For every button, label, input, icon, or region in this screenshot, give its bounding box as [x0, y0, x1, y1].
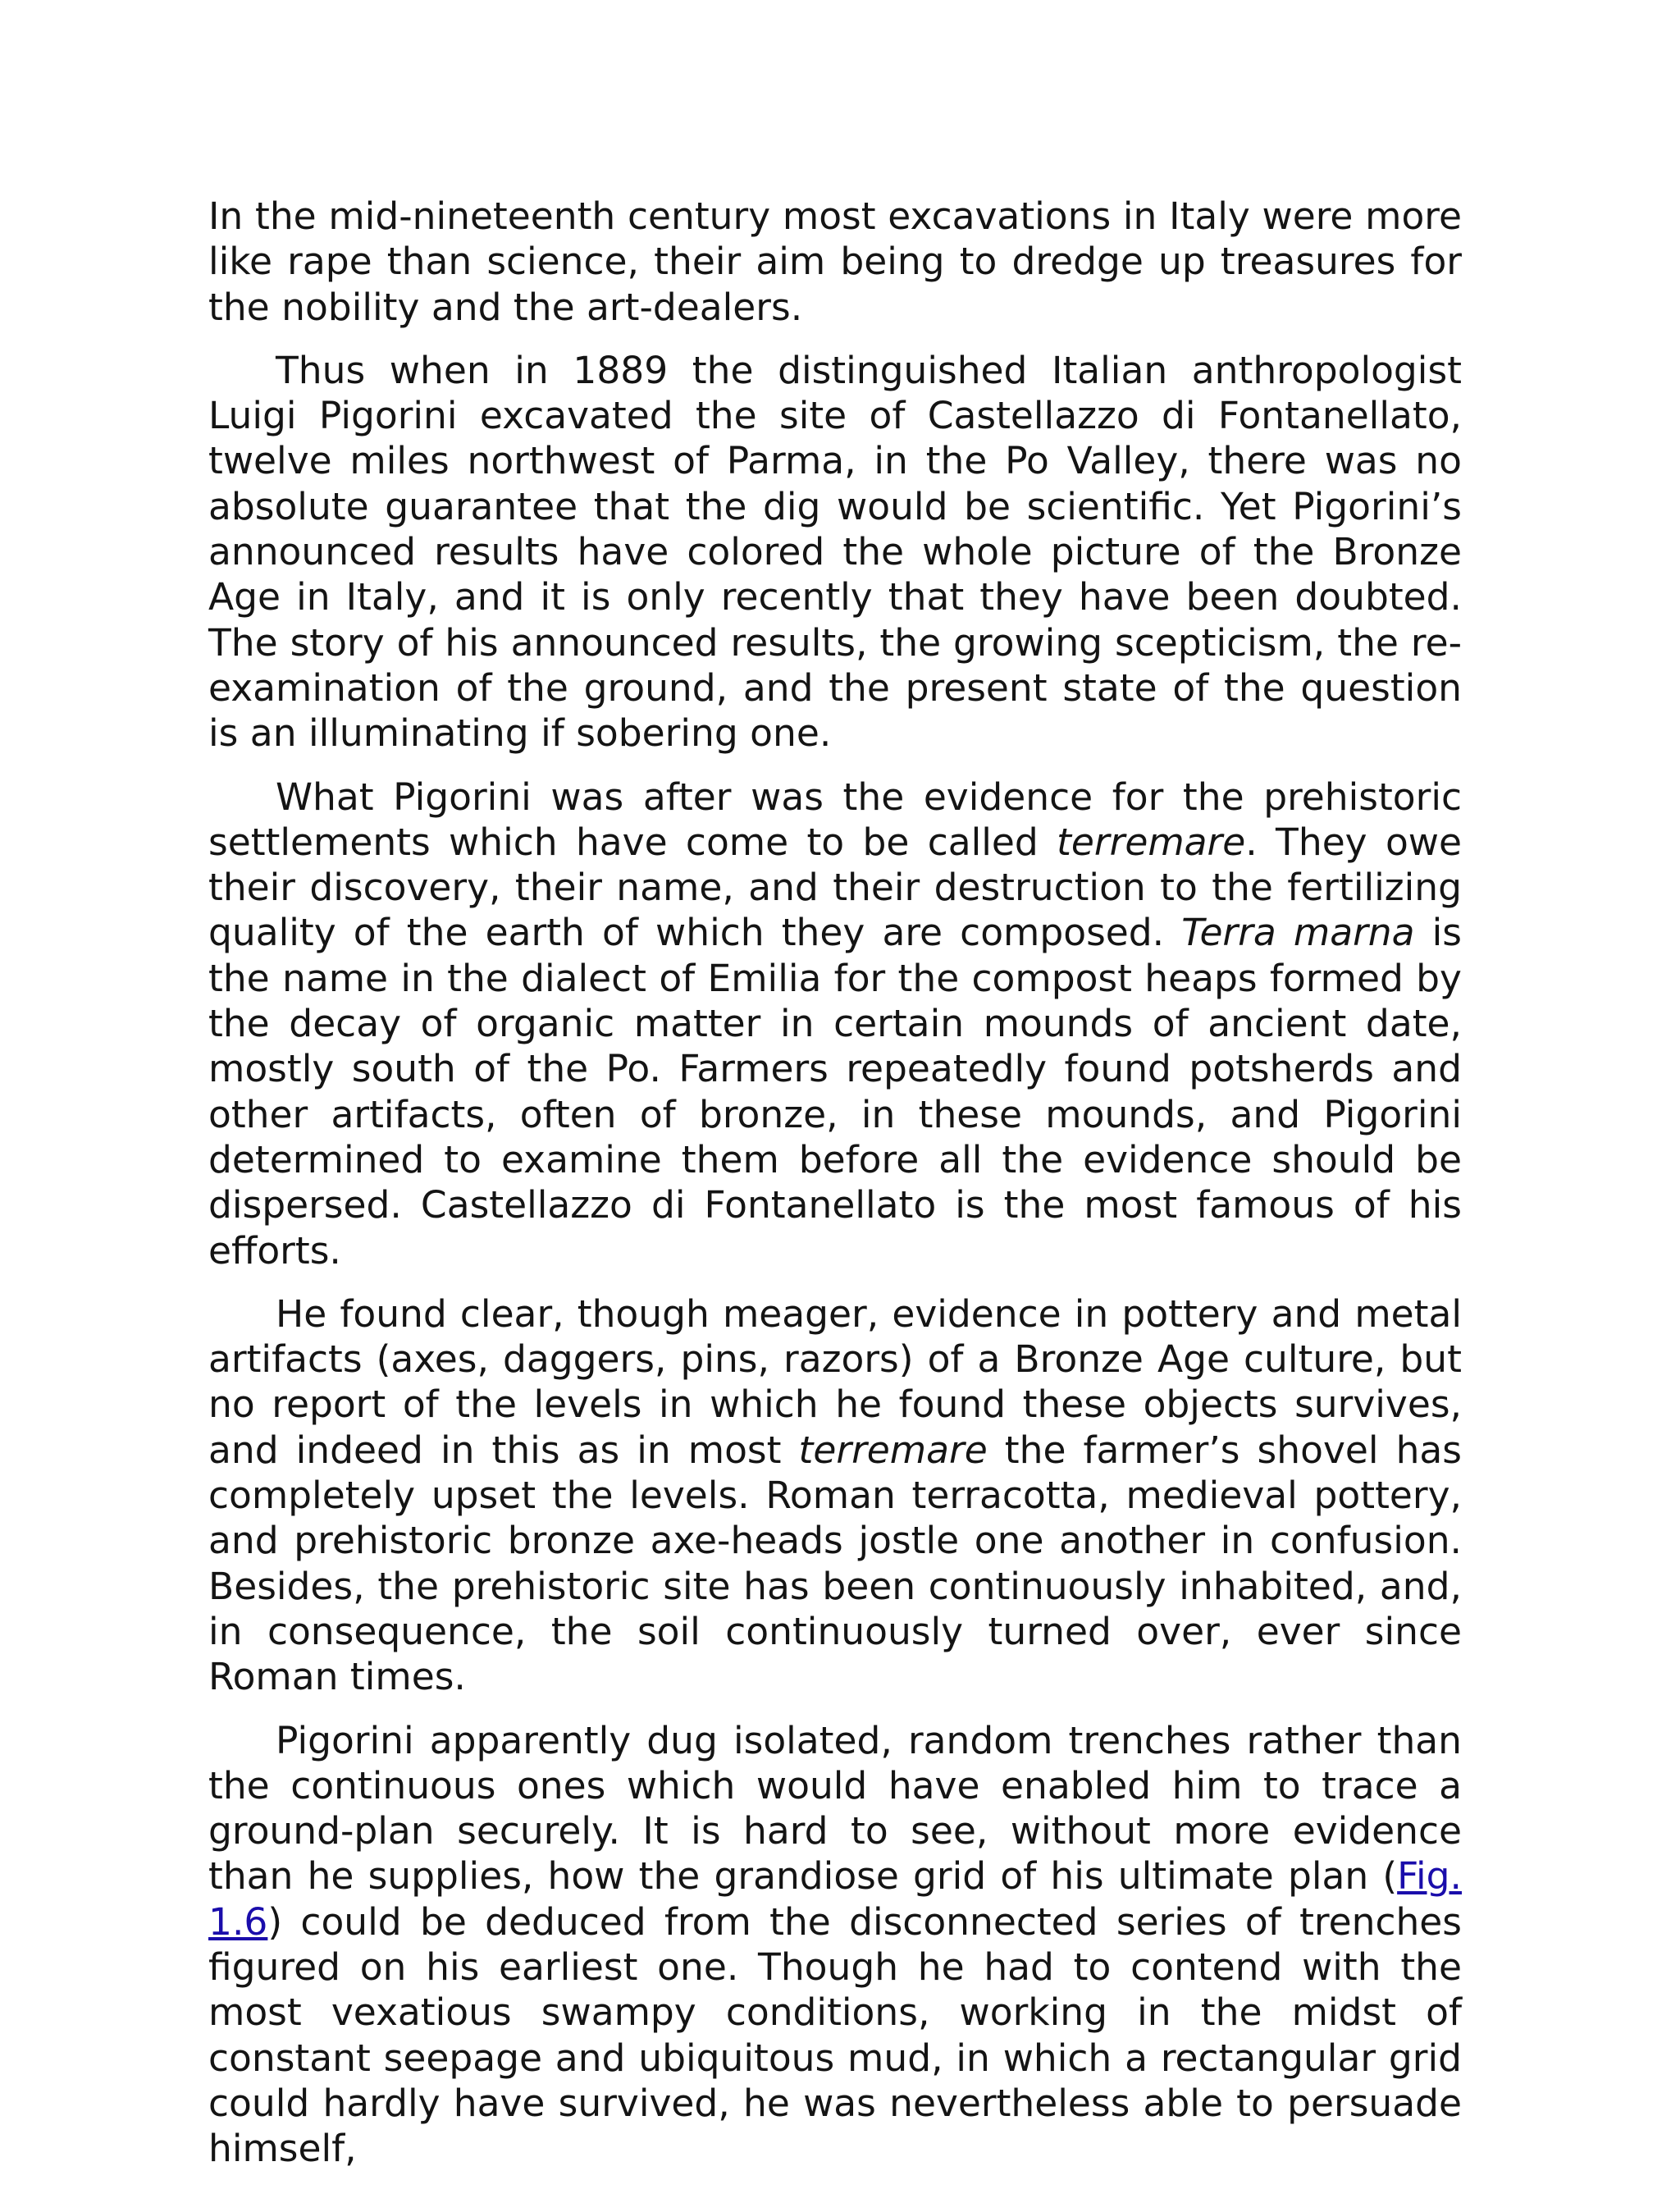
paragraph-text: Thus when in 1889 the distinguished Italian anthropologist Luigi Pigorini excavated the site of Castellazzo di Fontanellato, twelve miles northwest of Parma, in the Po Valley, there was no absolute guarantee that the dig would be scientific. Yet Pigorini’s announced results have colored the whole picture of the Bronze Age in Italy, and it is only recently that they have been doubted. The story of his announced results, the growing scepticism, the re-examination of the ground, and the present state of the question is an illuminating if sobering one.: [208, 348, 1462, 756]
paragraph-3: [208, 775, 1462, 1273]
figure-link[interactable]: Fig. 1.6: [208, 1854, 1462, 1944]
italic-term: Terra marna: [1181, 911, 1415, 955]
paragraph-4: [208, 1291, 1462, 1700]
paragraph-text: He found clear, though meager, evidence in pottery and metal artifacts (axes, daggers, pins, razors) of a Bronze Age culture, but no report of the levels in which he found these objects survives, and indeed in this as in most: [208, 1291, 1462, 1472]
paragraph-text: the farmer’s shovel has completely upset the levels. Roman terracotta, medieval pottery, and prehistoric bronze axe-heads jostle one another in confusion. Besides, the prehistoric site has been continuously inhabited, and, in consequence, the soil continuously turned over, ever since Roman times.: [208, 1428, 1462, 1699]
paragraph-text: In the mid-nineteenth century most excavations in Italy were more like rape than science, their aim being to dredge up treasures for the nobility and the art-dealers.: [208, 194, 1462, 329]
paragraph-2: [208, 348, 1462, 756]
paragraph-1: [208, 194, 1462, 330]
document-page: [208, 194, 1462, 2189]
paragraph-text: What Pigorini was after was the evidence for the prehistoric settlements which have come to be called: [208, 775, 1462, 864]
paragraph-5: [208, 1718, 1462, 2172]
paragraph-text: Pigorini apparently dug isolated, random trenches rather than the continuous ones which would have enabled him to trace a ground-plan securely. It is hard to see, without more evidence than he supplies, how the grandiose grid of his ultimate plan (: [208, 1718, 1462, 1899]
italic-term: terremare: [1057, 820, 1246, 864]
paragraph-text: . They owe their discovery, their name, and their destruction to the fertilizing quality of the earth of which they are composed.: [208, 820, 1462, 955]
paragraph-text: is the name in the dialect of Emilia for the compost heaps formed by the decay of organic matter in certain mounds of ancient date, mostly south of the Po. Farmers repeatedly found potsherds and other artifacts, often of bronze, in these mounds, and Pigorini determined to examine them before all the evidence should be dispersed. Castellazzo di Fontanellato is the most famous of his efforts.: [208, 911, 1463, 1273]
italic-term: terremare: [798, 1428, 988, 1472]
paragraph-text: ) could be deduced from the disconnected series of trenches figured on his earliest one. Though he had to contend with the most vexatious swampy conditions, working in the midst of constant seepage and ubiquitous mud, in which a rectangular grid could hardly have survived, he was nevertheless able to persuade himself,: [208, 1899, 1462, 2171]
